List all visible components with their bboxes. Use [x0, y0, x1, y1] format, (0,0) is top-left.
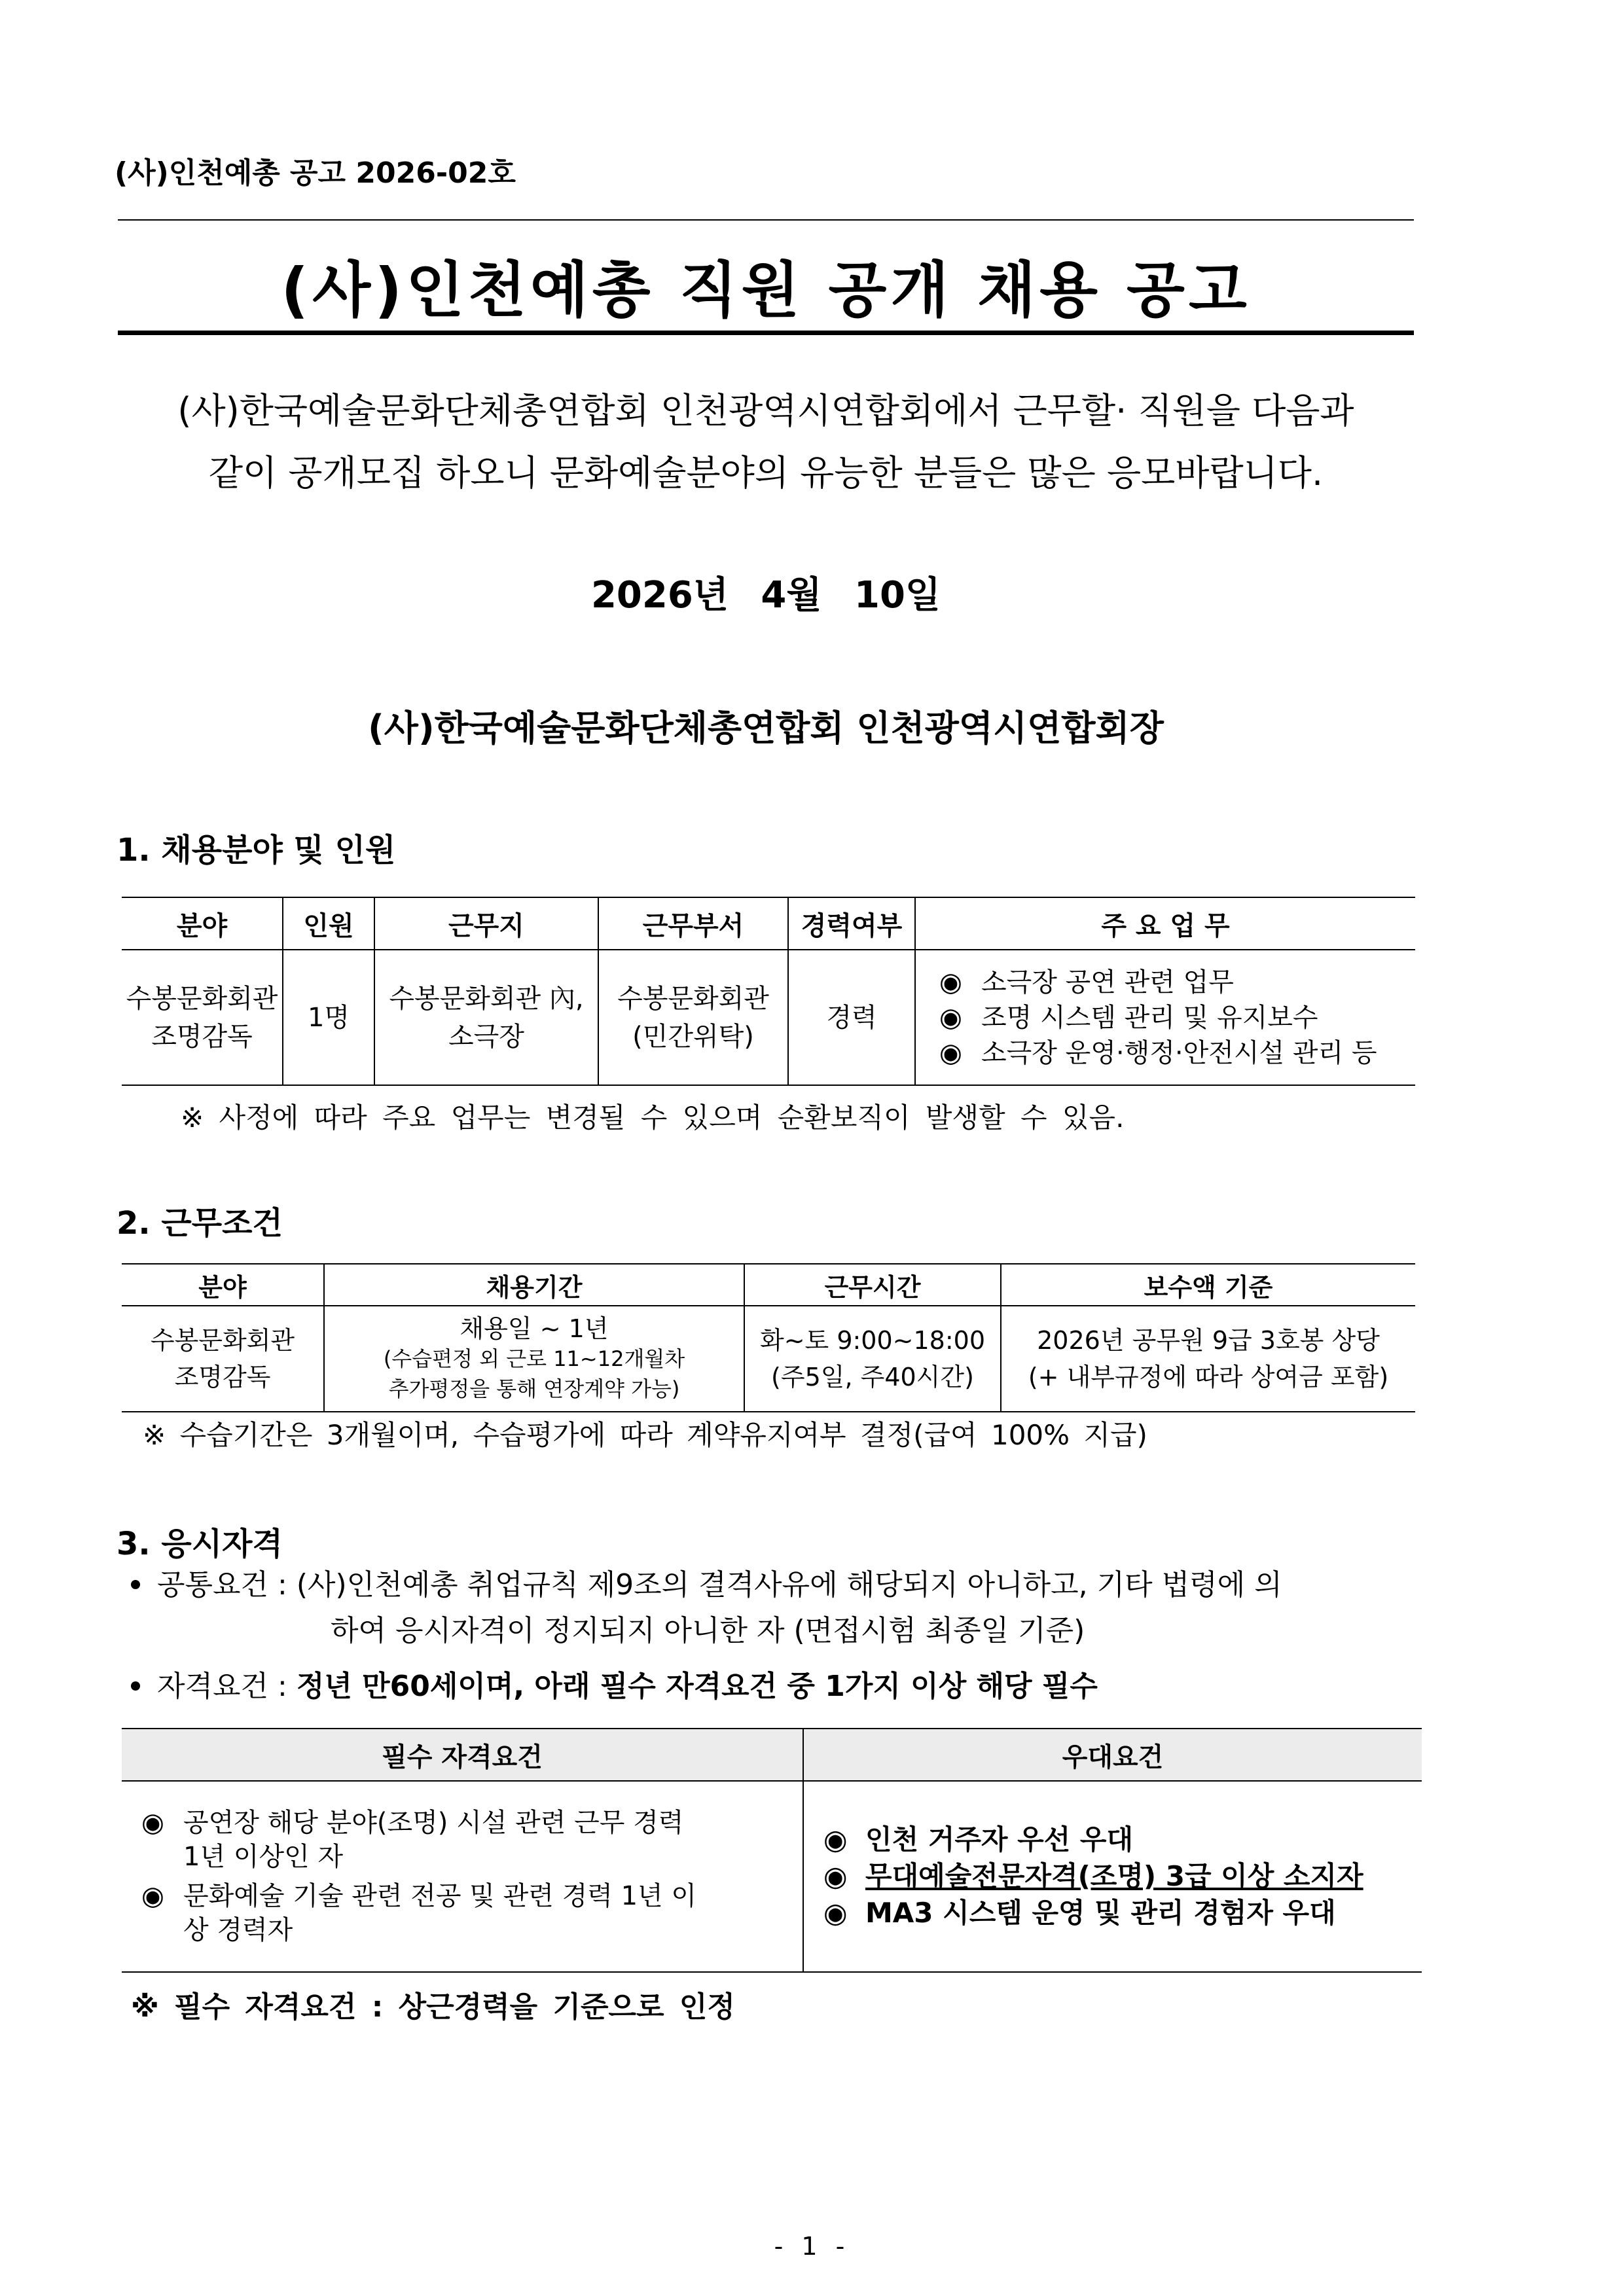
- organization-signature: (사)한국예술문화단체총연합회 인천광역시연합회장: [368, 708, 1164, 749]
- field-line: 수봉문화회관: [126, 983, 278, 1014]
- duty-text: 조명 시스템 관리 및 유지보수: [981, 1002, 1318, 1033]
- circle-bullet-icon: ◉: [141, 1808, 164, 1838]
- department-line: (민간위탁): [632, 1021, 754, 1052]
- circle-bullet-icon: ◉: [939, 1037, 962, 1068]
- required-line: 공연장 해당 분야(조명) 시설 관련 근무 경력: [183, 1808, 684, 1838]
- required-line: 1년 이상인 자: [183, 1842, 344, 1872]
- circle-bullet-icon: ◉: [823, 1860, 848, 1892]
- qualification-requirement: [131, 1662, 1098, 1704]
- preferred-text: MA3 시스템 운영 및 관리 경험자 우대: [865, 1897, 1336, 1929]
- common-requirement-continued: 하여 응시자격이 정지되지 아니한 자 (면접시험 최종일 기준): [331, 1614, 1085, 1647]
- required-item-text: [183, 1879, 696, 1947]
- list-item: [823, 1895, 1422, 1931]
- table-cell: [374, 950, 598, 1085]
- hours-line: 화~토 9:00~18:00: [759, 1326, 986, 1355]
- preferred-text: 인천 거주자 우선 우대: [865, 1823, 1134, 1856]
- table-cell: 1명: [283, 950, 374, 1085]
- table-cell: [744, 1306, 1001, 1412]
- bullet-icon: [131, 1681, 140, 1691]
- column-header: 근무지: [374, 897, 598, 950]
- section-heading-qualifications: 3. 응시자격: [117, 1526, 283, 1562]
- column-header: 인원: [283, 897, 374, 950]
- qualification-table: [122, 1728, 1422, 1973]
- circle-bullet-icon: ◉: [823, 1823, 848, 1856]
- list-item: [823, 1858, 1422, 1895]
- list-item: [939, 1035, 1415, 1071]
- column-header: 우대요건: [803, 1729, 1422, 1781]
- intro-line-2: 같이 공개모집 하오니 문화예술분야의 유능한 분들은 많은 응모바랍니다.: [208, 452, 1324, 493]
- notice-date: 2026년 4월 10일: [590, 574, 941, 617]
- table-row: [122, 1781, 1422, 1972]
- period-line: 채용일 ~ 1년: [460, 1314, 609, 1343]
- column-header: 주 요 업 무: [915, 897, 1415, 950]
- duty-text: 소극장 공연 관련 업무: [981, 967, 1234, 997]
- common-text: (사)인천예총 취업규칙 제9조의 결격사유에 해당되지 아니하고, 기타 법령에 의: [296, 1568, 1282, 1602]
- list-item: [939, 965, 1415, 1000]
- table-cell: [122, 950, 283, 1085]
- table-header-row: [122, 1264, 1415, 1306]
- field-line: 조명감독: [151, 1021, 253, 1052]
- circle-bullet-icon: ◉: [939, 967, 962, 997]
- section2-note: ※ 수습기간은 3개월이며, 수습평가에 따라 계약유지여부 결정(급여 100% 지급): [143, 1419, 1147, 1451]
- duty-text: 소극장 운영·행정·안전시설 관리 등: [981, 1037, 1377, 1068]
- table-cell: [1001, 1306, 1415, 1412]
- column-header: 채용기간: [324, 1264, 744, 1306]
- conditions-table: [122, 1263, 1415, 1412]
- column-header: 경력여부: [788, 897, 915, 950]
- common-requirement: [131, 1561, 1282, 1603]
- period-line: (수습편정 외 근로 11~12개월차: [383, 1346, 685, 1371]
- circle-bullet-icon: ◉: [141, 1881, 164, 1911]
- field-line: 수봉문화회관: [150, 1326, 295, 1355]
- page-number: - 1 -: [774, 2232, 850, 2261]
- table-cell: [122, 1306, 324, 1412]
- list-item: [141, 1806, 796, 1874]
- hours-line: (주5일, 주40시간): [771, 1363, 974, 1391]
- table-cell: [598, 950, 788, 1085]
- field-line: 조명감독: [174, 1363, 271, 1391]
- department-line: 수봉문화회관: [617, 983, 769, 1014]
- list-item: [939, 1000, 1415, 1035]
- recruitment-table: [122, 897, 1415, 1086]
- duties-cell: [915, 950, 1415, 1085]
- table-cell: [324, 1306, 744, 1412]
- table-cell: 경력: [788, 950, 915, 1085]
- section-heading-conditions: 2. 근무조건: [117, 1205, 283, 1242]
- intro-line-1: (사)한국예술문화단체총연합회 인천광역시연합회에서 근무할· 직원을 다음과: [177, 390, 1354, 431]
- section-heading-recruitment: 1. 채용분야 및 인원: [117, 832, 396, 869]
- table-header-row: [122, 897, 1415, 950]
- column-header: 분야: [122, 1264, 324, 1306]
- notice-number: (사)인천예총 공고 2026-02호: [115, 156, 516, 190]
- bullet-icon: [131, 1580, 140, 1589]
- preferred-cell: [803, 1781, 1422, 1972]
- pay-line: (+ 내부규정에 따라 상여금 포함): [1028, 1363, 1389, 1391]
- section1-note: ※ 사정에 따라 주요 업무는 변경될 수 있으며 순환보직이 발생할 수 있음.: [181, 1102, 1125, 1134]
- required-line: 문화예술 기술 관련 전공 및 관련 경력 1년 이: [183, 1881, 697, 1911]
- table-header-row: [122, 1729, 1422, 1781]
- header-divider-thin: [118, 219, 1414, 221]
- required-item-text: [183, 1806, 683, 1874]
- list-item: [823, 1821, 1422, 1858]
- qualification-label: 자격요건 :: [157, 1670, 287, 1703]
- table-row: [122, 950, 1415, 1085]
- column-header: 필수 자격요건: [122, 1729, 803, 1781]
- required-cell: [122, 1781, 803, 1972]
- column-header: 근무부서: [598, 897, 788, 950]
- required-line: 상 경력자: [183, 1915, 293, 1945]
- period-line: 추가평정을 통해 연장계약 가능): [388, 1376, 680, 1401]
- column-header: 보수액 기준: [1001, 1264, 1415, 1306]
- location-line: 수봉문화회관 內,: [389, 983, 584, 1014]
- pay-line: 2026년 공무원 9급 3호봉 상당: [1037, 1326, 1380, 1355]
- location-line: 소극장: [448, 1021, 524, 1052]
- qualification-text: 정년 만60세이며, 아래 필수 자격요건 중 1가지 이상 해당 필수: [296, 1670, 1098, 1703]
- section3-note: ※ 필수 자격요건 : 상근경력을 기준으로 인정: [131, 1990, 735, 2024]
- preferred-text: 무대예술전문자격(조명) 3급 이상 소지자: [865, 1860, 1363, 1892]
- circle-bullet-icon: ◉: [823, 1897, 848, 1929]
- table-row: [122, 1306, 1415, 1412]
- page-title: (사)인천예총 직원 공개 채용 공고: [281, 255, 1251, 325]
- header-divider-thick: [118, 331, 1414, 335]
- column-header: 근무시간: [744, 1264, 1001, 1306]
- list-item: [141, 1879, 796, 1947]
- circle-bullet-icon: ◉: [939, 1002, 962, 1033]
- common-label: 공통요건 :: [157, 1568, 287, 1602]
- column-header: 분야: [122, 897, 283, 950]
